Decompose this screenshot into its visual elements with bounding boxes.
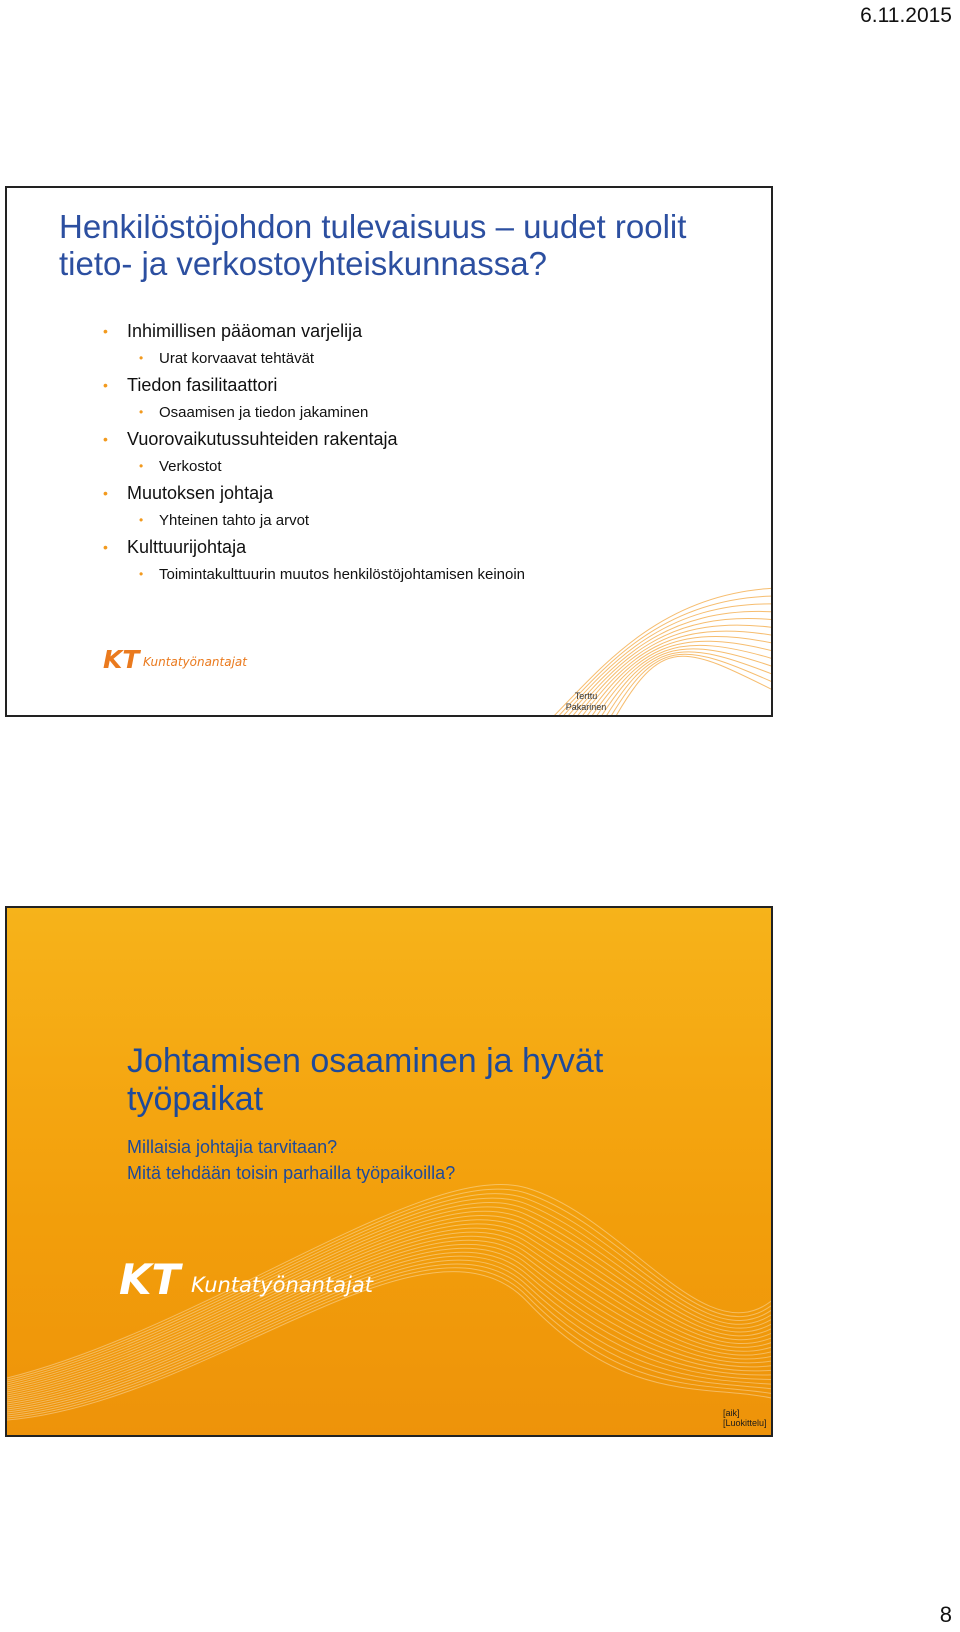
- sub-bullet-item: • Toimintakulttuurin muutos henkilöstöjohtamisen keinoin: [97, 561, 525, 588]
- sub-bullet-item: • Verkostot: [97, 453, 525, 480]
- logo-text: Kuntatyönantajat: [191, 1273, 373, 1297]
- wave-line: [607, 654, 773, 717]
- page-number: 8: [939, 1602, 952, 1627]
- slide-2-subtitle-line-1: Millaisia johtajia tarvitaan?: [127, 1137, 338, 1157]
- page-date: 6.11.2015: [860, 4, 952, 27]
- logo-text: Kuntatyönantajat: [143, 655, 247, 669]
- sub-bullet-item: • Urat korvaavat tehtävät: [97, 345, 525, 372]
- kuntatyonantajat-logo: [103, 646, 253, 676]
- presenter-name: Terttu Pakarinen: [565, 691, 607, 712]
- logo-mark: KT: [103, 646, 140, 674]
- logo-mark: KT: [119, 1256, 181, 1304]
- slide-2-subtitle-line-2: Mitä tehdään toisin parhailla työpaikoilla?: [127, 1163, 456, 1183]
- classification-footer: [aik][Luokittelu]: [723, 1408, 767, 1428]
- slide-2: [5, 906, 773, 1437]
- bullet-item: • Tiedon fasilitaattori: [97, 372, 525, 399]
- bullet-item: • Muutoksen johtaja: [97, 480, 525, 507]
- sub-bullet-item: • Osaamisen ja tiedon jakaminen: [97, 399, 525, 426]
- sub-bullet-item: • Yhteinen tahto ja arvot: [97, 507, 525, 534]
- bullet-item: • Vuorovaikutussuhteiden rakentaja: [97, 426, 525, 453]
- kuntatyonantajat-logo-white: [119, 1256, 379, 1304]
- slide-2-title: Johtamisen osaaminen ja hyvät työpaikat: [127, 1042, 604, 1118]
- slide-1: [5, 186, 773, 717]
- slide-1-bullet-list: [97, 318, 525, 588]
- bullet-item: • Kulttuurijohtaja: [97, 534, 525, 561]
- slide-1-title: Henkilöstöjohdon tulevaisuus – uudet roolit tieto- ja verkostoyhteiskunnassa?: [59, 208, 687, 282]
- decorative-waves-large: [7, 1178, 773, 1437]
- bullet-item: • Inhimillisen pääoman varjelija: [97, 318, 525, 345]
